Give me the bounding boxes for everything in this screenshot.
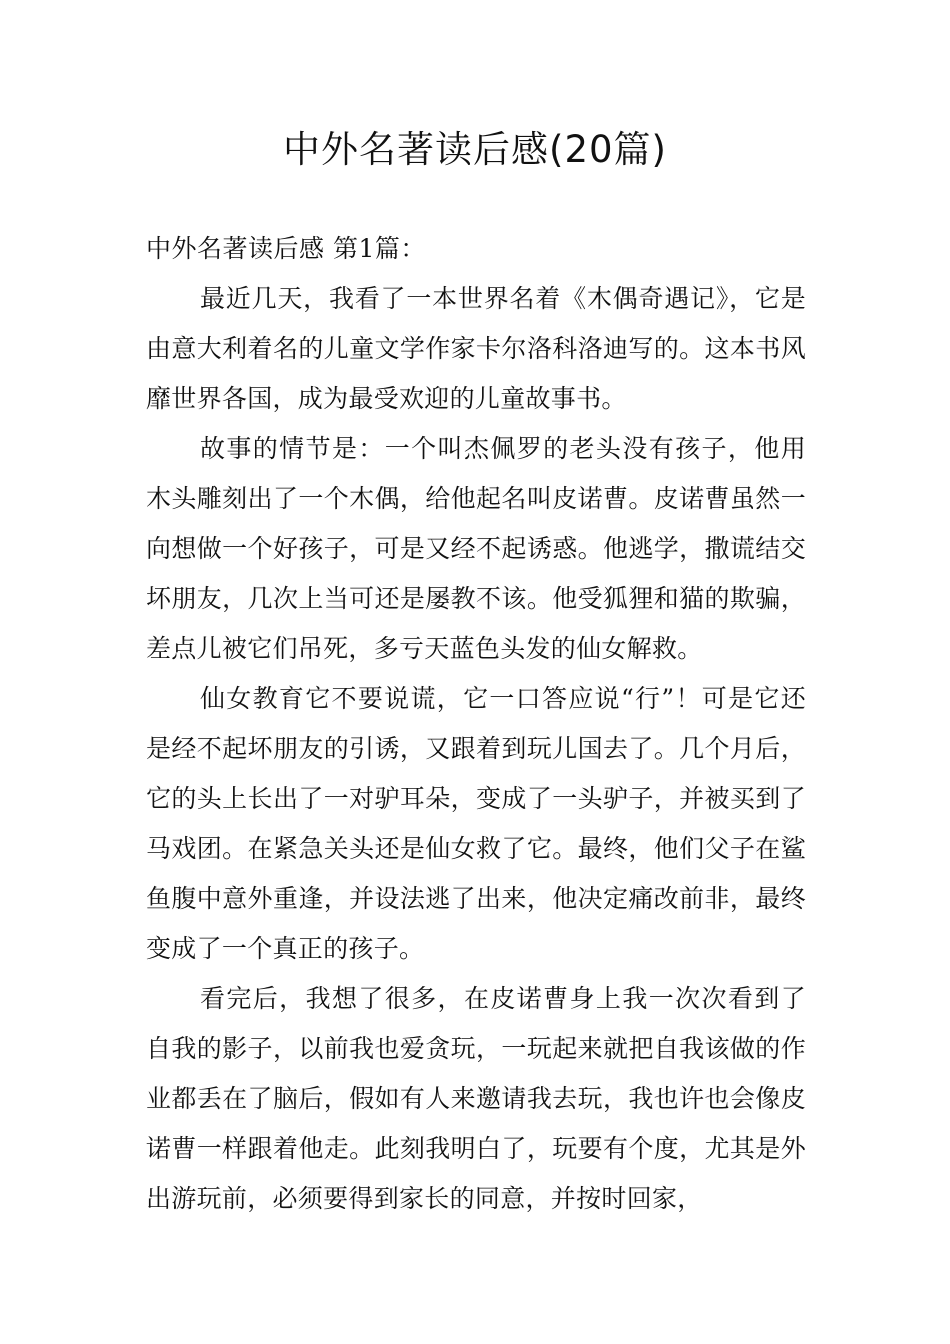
paragraph-3: 仙女教育它不要说谎，它一口答应说“行”！可是它还是经不起坏朋友的引诱，又跟着到玩儿国去了。几个月后，它的头上长出了一对驴耳朵，变成了一头驴子，并被买到了马戏团。在紧急关头还是仙女救了它。最终，他们父子在鲨鱼腹中意外重逢，并设法逃了出来，他决定痛改前非，最终变成了一个真正的孩子。 — [146, 684, 806, 963]
document-body — [146, 224, 806, 1224]
section-label: 中外名著读后感 第1篇： — [146, 234, 426, 263]
document-title: 中外名著读后感(20篇) — [283, 128, 667, 171]
paragraph-4: 看完后，我想了很多，在皮诺曹身上我一次次看到了自我的影子，以前我也爱贪玩，一玩起来就把自我该做的作业都丢在了脑后，假如有人来邀请我去玩，我也许也会像皮诺曹一样跟着他走。此刻我明白了，玩要有个度，尤其是外出游玩前，必须要得到家长的同意，并按时回家， — [146, 984, 806, 1213]
paragraph-2: 故事的情节是：一个叫杰佩罗的老头没有孩子，他用木头雕刻出了一个木偶，给他起名叫皮诺曹。皮诺曹虽然一向想做一个好孩子，可是又经不起诱惑。他逃学，撒谎结交坏朋友，几次上当可还是屡教不该。他受狐狸和猫的欺骗，差点儿被它们吊死，多亏天蓝色头发的仙女解救。 — [146, 434, 806, 663]
paragraph-1: 最近几天，我看了一本世界名着《木偶奇遇记》，它是由意大利着名的儿童文学作家卡尔洛科洛迪写的。这本书风靡世界各国，成为最受欢迎的儿童故事书。 — [146, 284, 806, 413]
